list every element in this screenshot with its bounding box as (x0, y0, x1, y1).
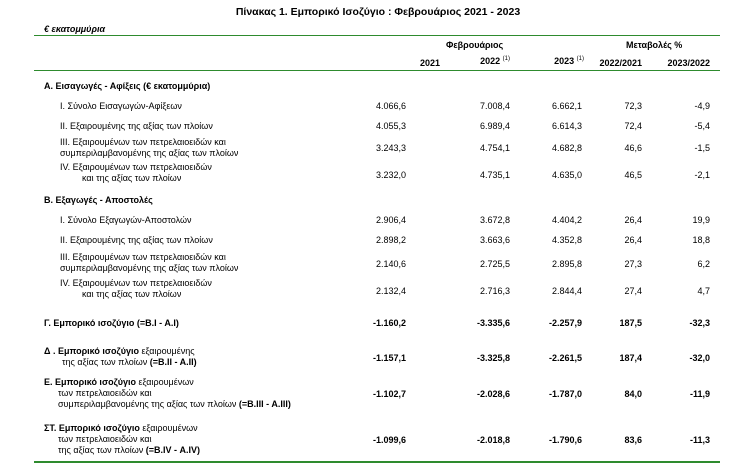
cell-2022: 2.716,3 (479, 286, 510, 296)
row-label: I. Σύνολο Εισαγωγών-Αφίξεων (60, 101, 182, 111)
col-header-2022: 2022 $^{(1)}$ (480, 56, 510, 66)
cell-2023: -1.790,6 (548, 435, 582, 445)
cell-2023: 6.614,3 (551, 121, 582, 131)
cell-2022: 3.663,6 (479, 235, 510, 245)
cell-change-2: 19,9 (692, 215, 710, 225)
section-a-title: Α. Εισαγωγές - Αφίξεις (€ εκατομμύρια) (44, 81, 211, 91)
section-b-title: Β. Εξαγωγές - Αποστολές (44, 195, 153, 205)
cell-2021: -1.160,2 (372, 318, 406, 328)
table-title: Πίνακας 1. Εμπορικό Ισοζύγιο : Φεβρουάριος 2021 - 2023 (235, 6, 521, 18)
cell-change-2: -4,9 (694, 101, 710, 111)
balance-label: Γ. Εμπορικό ισοζύγιο (=Β.Ι - Α.Ι) (44, 318, 179, 328)
col-header-2023: 2023 $^{(1)}$ (554, 56, 584, 66)
cell-2021: -1.157,1 (372, 353, 406, 363)
cell-2023: -2.261,5 (548, 353, 582, 363)
cell-change-2: 4,7 (697, 286, 710, 296)
row-label-line-1: III. Εξαιρουμένων των πετρελαιοειδών και (60, 252, 226, 262)
cell-2021: 2.132,4 (375, 286, 406, 296)
balance-label-line-1: Δ . Εμπορικό ισοζύγιο εξαιρουμένης (44, 346, 195, 356)
cell-change-2: -2,1 (694, 170, 710, 180)
row-label: II. Εξαιρουμένης της αξίας των πλοίων (60, 235, 213, 245)
cell-2022: 7.008,4 (479, 101, 510, 111)
cell-change-2: 6,2 (697, 259, 710, 269)
table-bottom-rule (34, 461, 720, 463)
header-bottom-rule (34, 70, 720, 71)
cell-change-2: -11,3 (689, 435, 710, 445)
unit-label: € εκατομμύρια (44, 24, 106, 34)
cell-change-1: 72,3 (624, 101, 642, 111)
row-label-line-1: IV. Εξαιρουμένων των πετρελαιοειδών (60, 162, 212, 172)
cell-2023: 4.635,0 (551, 170, 582, 180)
cell-2021: 4.066,6 (375, 101, 406, 111)
row-label-line-2: και της αξίας των πλοίων (82, 173, 182, 183)
cell-2023: 4.352,8 (551, 235, 582, 245)
cell-2022: 6.989,4 (479, 121, 510, 131)
cell-2021: 3.243,3 (375, 143, 406, 153)
row-label: I. Σύνολο Εξαγωγών-Αποστολών (60, 215, 192, 225)
cell-2022: -2.028,6 (476, 389, 510, 399)
cell-2023: 4.404,2 (551, 215, 582, 225)
cell-2021: 2.898,2 (375, 235, 406, 245)
balance-label-line-1: ΣΤ. Εμπορικό ισοζύγιο εξαιρουμένων (44, 423, 198, 433)
balance-label-line-2: της αξίας των πλοίων (=Β.ΙΙ - Α.ΙΙ) (62, 357, 197, 367)
cell-change-2: -5,4 (694, 121, 710, 131)
cell-change-1: 72,4 (624, 121, 642, 131)
row-label-line-2: συμπεριλαμβανομένης της αξίας των πλοίων (60, 148, 239, 158)
cell-change-2: 18,8 (692, 235, 710, 245)
row-label-line-1: III. Εξαιρουμένων των πετρελαιοειδών και (60, 137, 226, 147)
cell-change-1: 187,4 (619, 353, 642, 363)
cell-2022: 2.725,5 (479, 259, 510, 269)
cell-2022: -2.018,8 (476, 435, 510, 445)
balance-label-line-2: των πετρελαιοειδών και (58, 388, 152, 398)
cell-2021: -1.102,7 (372, 389, 406, 399)
cell-change-1: 84,0 (624, 389, 642, 399)
group-header-february: Φεβρουάριος (446, 40, 504, 50)
header-top-rule (34, 35, 720, 36)
row-label-line-1: IV. Εξαιρουμένων των πετρελαιοειδών (60, 278, 212, 288)
cell-change-1: 27,3 (624, 259, 642, 269)
cell-change-1: 26,4 (624, 215, 642, 225)
cell-change-1: 46,5 (624, 170, 642, 180)
cell-change-1: 27,4 (624, 286, 642, 296)
cell-2023: 2.844,4 (551, 286, 582, 296)
cell-change-2: -1,5 (694, 143, 710, 153)
cell-2022: 4.735,1 (479, 170, 510, 180)
cell-2022: -3.335,6 (476, 318, 510, 328)
row-label-line-2: συμπεριλαμβανομένης της αξίας των πλοίων (60, 263, 239, 273)
col-header-change-2022-2021: 2022/2021 (599, 58, 642, 68)
cell-2021: 2.140,6 (375, 259, 406, 269)
cell-2021: -1.099,6 (372, 435, 406, 445)
cell-2023: -1.787,0 (548, 389, 582, 399)
cell-change-2: -11,9 (689, 389, 710, 399)
cell-change-1: 187,5 (619, 318, 642, 328)
row-label-line-2: και της αξίας των πλοίων (82, 289, 182, 299)
cell-2021: 3.232,0 (375, 170, 406, 180)
cell-2023: 2.895,8 (551, 259, 582, 269)
col-header-change-2023-2022: 2023/2022 (667, 58, 710, 68)
group-header-changes: Μεταβολές % (626, 40, 683, 50)
cell-2023: -2.257,9 (548, 318, 582, 328)
balance-label-line-3: της αξίας των πλοίων (=Β.ΙV - Α.ΙV) (58, 445, 200, 455)
cell-2022: 3.672,8 (479, 215, 510, 225)
balance-label-line-3: συμπεριλαμβανομένης της αξίας των πλοίων (=Β.ΙΙΙ - Α.ΙΙΙ) (58, 399, 291, 409)
cell-2021: 2.906,4 (375, 215, 406, 225)
col-header-2021: 2021 (419, 58, 440, 68)
balance-label-line-2: των πετρελαιοειδών και (58, 434, 152, 444)
cell-2023: 4.682,8 (551, 143, 582, 153)
cell-change-2: -32,3 (689, 318, 710, 328)
cell-change-2: -32,0 (689, 353, 710, 363)
cell-2021: 4.055,3 (375, 121, 406, 131)
cell-change-1: 83,6 (624, 435, 642, 445)
balance-label-line-1: Ε. Εμπορικό ισοζύγιο εξαιρουμένων (44, 377, 194, 387)
cell-2023: 6.662,1 (551, 101, 582, 111)
cell-2022: 4.754,1 (479, 143, 510, 153)
cell-change-1: 46,6 (624, 143, 642, 153)
row-label: II. Εξαιρουμένης της αξίας των πλοίων (60, 121, 213, 131)
cell-2022: -3.325,8 (476, 353, 510, 363)
cell-change-1: 26,4 (624, 235, 642, 245)
